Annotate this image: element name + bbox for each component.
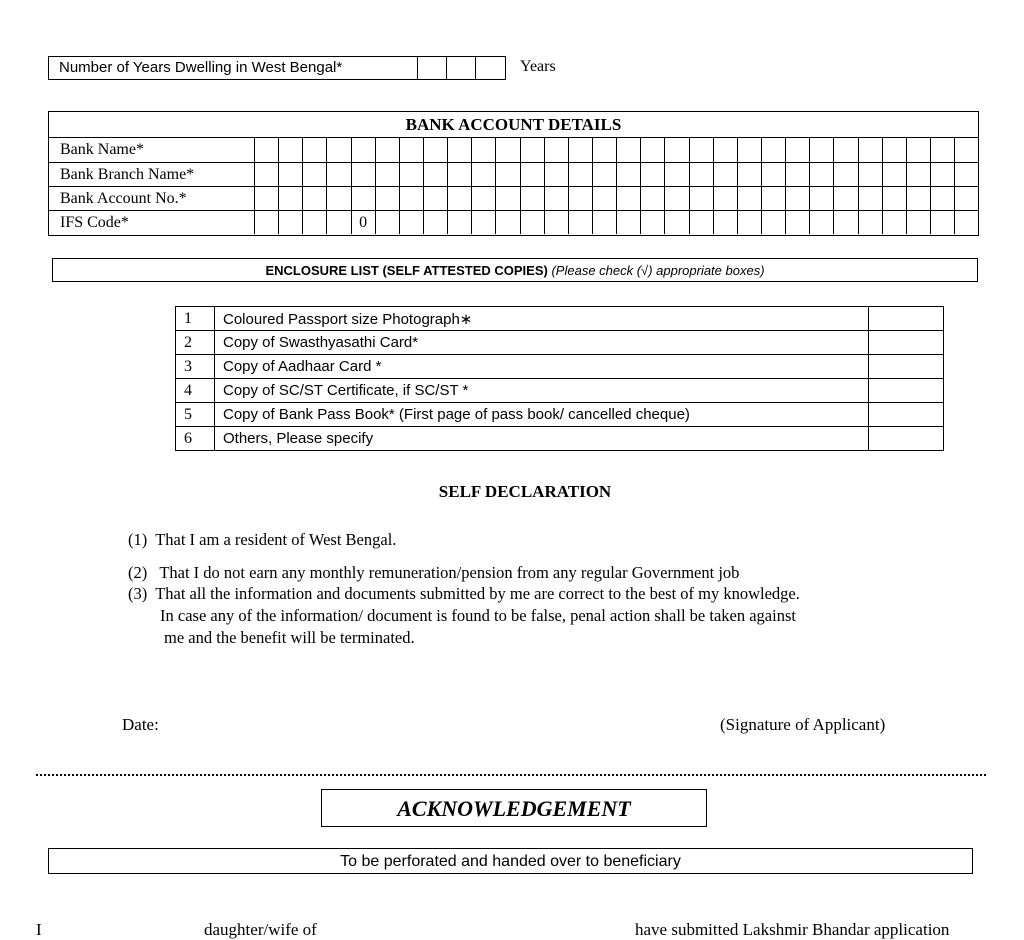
- bank-char-box[interactable]: [326, 211, 350, 234]
- enclosure-row: [176, 427, 944, 451]
- bank-char-box[interactable]: [833, 163, 857, 186]
- bank-char-box: 0: [351, 211, 375, 234]
- bank-char-box[interactable]: [447, 187, 471, 210]
- bank-row: [49, 186, 978, 210]
- bank-char-box[interactable]: [713, 211, 737, 234]
- bank-char-box[interactable]: [906, 163, 930, 186]
- bank-char-box[interactable]: [423, 138, 447, 162]
- enclosure-checkbox[interactable]: [869, 307, 944, 331]
- bank-char-box[interactable]: [592, 187, 616, 210]
- statement-daughter-wife-of: daughter/wife of: [204, 920, 317, 939]
- bank-char-box[interactable]: [858, 163, 882, 186]
- bank-char-box[interactable]: [664, 211, 688, 234]
- enclosure-item-text: Others, Please specify: [215, 427, 869, 451]
- bank-char-box[interactable]: [423, 187, 447, 210]
- bank-char-box[interactable]: [351, 138, 375, 162]
- statement-i: I: [36, 920, 42, 939]
- bank-char-box[interactable]: [471, 163, 495, 186]
- enclosure-item-text: Copy of Swasthyasathi Card*: [215, 331, 869, 355]
- bank-row: [49, 210, 978, 234]
- bank-char-box[interactable]: [471, 187, 495, 210]
- bank-char-box[interactable]: [906, 138, 930, 162]
- bank-row: [49, 162, 978, 186]
- bank-char-box[interactable]: [471, 211, 495, 234]
- bank-char-box[interactable]: [520, 211, 544, 234]
- bank-char-box[interactable]: [906, 187, 930, 210]
- bank-char-box[interactable]: [495, 187, 519, 210]
- bank-char-box[interactable]: [520, 163, 544, 186]
- bank-char-box[interactable]: [761, 187, 785, 210]
- bank-char-box[interactable]: [809, 138, 833, 162]
- bank-char-box[interactable]: [423, 163, 447, 186]
- bank-char-box[interactable]: [785, 187, 809, 210]
- bank-char-box[interactable]: [616, 211, 640, 234]
- declaration-item-1: (1) That I am a resident of West Bengal.: [128, 530, 397, 549]
- bank-char-box[interactable]: [858, 211, 882, 234]
- bank-char-box[interactable]: [664, 187, 688, 210]
- bank-char-box[interactable]: [520, 138, 544, 162]
- enclosure-row: [176, 307, 944, 331]
- years-unit-label: Years: [520, 58, 556, 75]
- bank-char-box[interactable]: [326, 163, 350, 186]
- bank-char-box[interactable]: [423, 211, 447, 234]
- bank-char-box[interactable]: [326, 138, 350, 162]
- bank-char-box[interactable]: [592, 138, 616, 162]
- bank-char-box[interactable]: [809, 211, 833, 234]
- bank-char-box[interactable]: [568, 163, 592, 186]
- bank-char-box[interactable]: [882, 187, 906, 210]
- enclosure-number: 1: [176, 307, 215, 331]
- bank-char-box[interactable]: [689, 187, 713, 210]
- bank-char-box[interactable]: [713, 187, 737, 210]
- bank-char-box[interactable]: [858, 187, 882, 210]
- enclosure-header: [52, 258, 978, 282]
- bank-char-box[interactable]: [447, 211, 471, 234]
- bank-char-box[interactable]: [616, 187, 640, 210]
- years-digit-box[interactable]: [417, 57, 446, 79]
- enclosure-number: 4: [176, 379, 215, 403]
- enclosure-number: 6: [176, 427, 215, 451]
- declaration-item-2: (2) That I do not earn any monthly remuneration/pension from any regular Government job: [128, 563, 740, 582]
- bank-char-box[interactable]: [858, 138, 882, 162]
- bank-char-box[interactable]: [326, 187, 350, 210]
- bank-char-box[interactable]: [278, 163, 302, 186]
- enclosure-item-text: Copy of SC/ST Certificate, if SC/ST *: [215, 379, 869, 403]
- bank-char-box[interactable]: [375, 211, 399, 234]
- perforation-line: [36, 774, 986, 776]
- bank-char-box[interactable]: [930, 163, 954, 186]
- enclosure-checkbox[interactable]: [869, 379, 944, 403]
- enclosure-item-text: Copy of Bank Pass Book* (First page of pass book/ cancelled cheque): [215, 403, 869, 427]
- bank-char-box[interactable]: [399, 163, 423, 186]
- bank-char-box[interactable]: [737, 138, 761, 162]
- bank-char-box[interactable]: [737, 211, 761, 234]
- enclosure-number: 5: [176, 403, 215, 427]
- statement-submitted: have submitted Lakshmir Bhandar application: [635, 920, 950, 939]
- bank-char-box[interactable]: [713, 163, 737, 186]
- bank-char-box[interactable]: [254, 187, 278, 210]
- bank-char-box[interactable]: [616, 163, 640, 186]
- bank-char-box[interactable]: [954, 163, 978, 186]
- enclosure-row: [176, 379, 944, 403]
- bank-char-box[interactable]: [375, 187, 399, 210]
- perforation-instruction: To be perforated and handed over to beneficiary: [48, 848, 973, 874]
- bank-char-box[interactable]: [544, 211, 568, 234]
- bank-row: [49, 138, 978, 162]
- bank-char-box[interactable]: [882, 163, 906, 186]
- bank-char-box[interactable]: [713, 138, 737, 162]
- bank-char-box[interactable]: [833, 211, 857, 234]
- acknowledgement-title: ACKNOWLEDGEMENT: [321, 789, 707, 827]
- bank-char-box[interactable]: [882, 211, 906, 234]
- bank-char-box[interactable]: [568, 187, 592, 210]
- declaration-item-3-line-3: me and the benefit will be terminated.: [164, 628, 415, 647]
- bank-char-box[interactable]: [568, 138, 592, 162]
- years-digit-box[interactable]: [475, 57, 504, 79]
- enclosure-checkbox[interactable]: [869, 403, 944, 427]
- enclosure-item-text: Coloured Passport size Photograph∗: [215, 307, 869, 331]
- bank-char-box[interactable]: [930, 211, 954, 234]
- bank-table-title: BANK ACCOUNT DETAILS: [49, 112, 978, 138]
- enclosure-row: [176, 355, 944, 379]
- enclosure-table: [175, 306, 944, 451]
- enclosure-checkbox[interactable]: [869, 427, 944, 451]
- bank-char-box[interactable]: [640, 211, 664, 234]
- bank-char-box[interactable]: [761, 138, 785, 162]
- bank-char-box[interactable]: [495, 163, 519, 186]
- bank-char-box[interactable]: [809, 187, 833, 210]
- bank-char-box[interactable]: [254, 163, 278, 186]
- bank-char-box[interactable]: [375, 138, 399, 162]
- bank-row-label: Bank Name*: [60, 141, 144, 158]
- bank-char-box[interactable]: [689, 138, 713, 162]
- bank-char-box[interactable]: [640, 163, 664, 186]
- bank-char-box[interactable]: [737, 187, 761, 210]
- bank-char-box[interactable]: [544, 138, 568, 162]
- bank-char-box[interactable]: [906, 211, 930, 234]
- bank-char-box[interactable]: [882, 138, 906, 162]
- bank-char-box[interactable]: [761, 163, 785, 186]
- bank-char-box[interactable]: [302, 138, 326, 162]
- bank-char-box[interactable]: [351, 163, 375, 186]
- bank-char-box[interactable]: [954, 138, 978, 162]
- enclosure-row: [176, 403, 944, 427]
- enclosure-checkbox[interactable]: [869, 355, 944, 379]
- years-dwelling-field: [48, 56, 506, 80]
- enclosure-row: [176, 331, 944, 355]
- bank-char-box[interactable]: [689, 163, 713, 186]
- bank-char-box[interactable]: [254, 138, 278, 162]
- bank-char-box[interactable]: [399, 138, 423, 162]
- bank-char-box[interactable]: [664, 163, 688, 186]
- bank-char-box[interactable]: [375, 163, 399, 186]
- bank-char-box[interactable]: [399, 187, 423, 210]
- bank-char-box[interactable]: [640, 138, 664, 162]
- enclosure-checkbox[interactable]: [869, 331, 944, 355]
- bank-char-box[interactable]: [351, 187, 375, 210]
- bank-char-box[interactable]: [568, 211, 592, 234]
- bank-char-box[interactable]: [495, 138, 519, 162]
- bank-char-box[interactable]: [544, 163, 568, 186]
- bank-char-box[interactable]: [761, 211, 785, 234]
- bank-char-box[interactable]: [785, 163, 809, 186]
- declaration-item-3-line-2: In case any of the information/ document is found to be false, penal action shall be taken against: [160, 606, 796, 625]
- bank-char-box[interactable]: [954, 187, 978, 210]
- bank-char-box[interactable]: [447, 163, 471, 186]
- bank-char-box[interactable]: [737, 163, 761, 186]
- bank-char-box[interactable]: [399, 211, 423, 234]
- bank-char-box[interactable]: [302, 211, 326, 234]
- bank-char-box[interactable]: [930, 187, 954, 210]
- bank-char-box[interactable]: [833, 138, 857, 162]
- enclosure-item-text: Copy of Aadhaar Card *: [215, 355, 869, 379]
- years-digit-box[interactable]: [446, 57, 475, 79]
- bank-char-box[interactable]: [785, 138, 809, 162]
- enclosure-header-instruction: (Please check (√) appropriate boxes): [551, 263, 765, 278]
- bank-row-label: Bank Branch Name*: [60, 166, 195, 183]
- bank-char-box[interactable]: [278, 187, 302, 210]
- bank-char-box[interactable]: [254, 211, 278, 234]
- enclosure-header-title: ENCLOSURE LIST (SELF ATTESTED COPIES): [265, 263, 548, 278]
- acknowledgement-statement: [36, 920, 996, 940]
- bank-row-label: Bank Account No.*: [60, 190, 187, 207]
- bank-char-box[interactable]: [278, 211, 302, 234]
- bank-char-box[interactable]: [833, 187, 857, 210]
- years-dwelling-label: Number of Years Dwelling in West Bengal*: [59, 59, 343, 76]
- bank-char-box[interactable]: [592, 211, 616, 234]
- bank-account-table: [48, 111, 979, 236]
- declaration-title: SELF DECLARATION: [438, 482, 612, 501]
- bank-char-box[interactable]: [640, 187, 664, 210]
- bank-char-box[interactable]: [930, 138, 954, 162]
- signature-label: (Signature of Applicant): [720, 715, 886, 734]
- bank-char-box[interactable]: [954, 211, 978, 234]
- bank-char-box[interactable]: [664, 138, 688, 162]
- bank-char-box[interactable]: [495, 211, 519, 234]
- bank-char-box[interactable]: [785, 211, 809, 234]
- enclosure-number: 2: [176, 331, 215, 355]
- bank-char-box[interactable]: [302, 163, 326, 186]
- bank-char-box[interactable]: [471, 138, 495, 162]
- date-label: Date:: [122, 715, 159, 734]
- bank-char-box[interactable]: [809, 163, 833, 186]
- declaration-item-3: (3) That all the information and documents submitted by me are correct to the best of my knowledge.: [128, 584, 800, 603]
- bank-char-box[interactable]: [302, 187, 326, 210]
- bank-char-box[interactable]: [278, 138, 302, 162]
- enclosure-number: 3: [176, 355, 215, 379]
- bank-char-box[interactable]: [689, 211, 713, 234]
- bank-char-box[interactable]: [447, 138, 471, 162]
- bank-char-box[interactable]: [544, 187, 568, 210]
- bank-row-label: IFS Code*: [60, 214, 129, 231]
- bank-char-box[interactable]: [520, 187, 544, 210]
- bank-char-box[interactable]: [592, 163, 616, 186]
- bank-char-box[interactable]: [616, 138, 640, 162]
